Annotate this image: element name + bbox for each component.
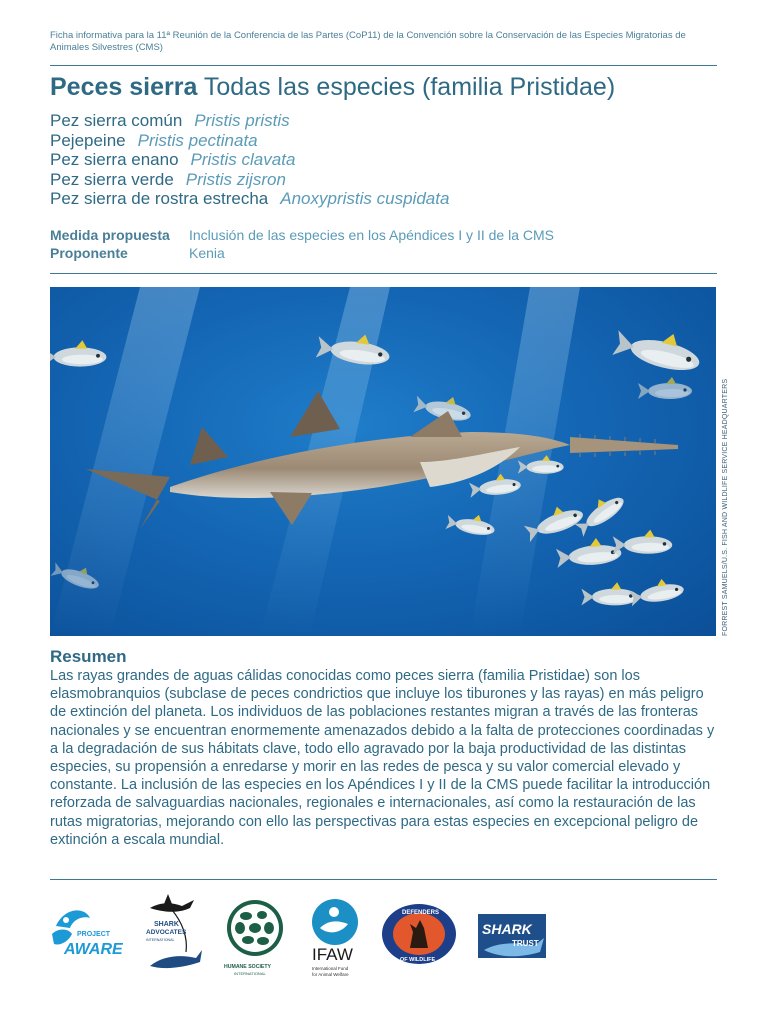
shark-trust-logo	[474, 906, 550, 966]
bottom-divider	[50, 879, 717, 880]
species-item	[50, 150, 449, 170]
humane-line1: HUMANE SOCIETY	[224, 964, 271, 970]
meta-divider	[50, 273, 717, 274]
shark-advocates-icon	[142, 892, 204, 977]
sawfish	[86, 391, 678, 529]
aware-line2: AWARE	[64, 941, 123, 958]
proposal-meta	[50, 227, 554, 262]
ifaw-name: IFAW	[312, 945, 353, 964]
proponent-label: Proponente	[50, 244, 128, 261]
species-common-name: Pez sierra de rostra estrecha	[50, 189, 269, 209]
humane-society-icon	[222, 898, 288, 978]
species-scientific-name: Pristis zijsron	[185, 169, 286, 189]
partner-logos	[50, 892, 720, 987]
ifaw-logo	[308, 898, 364, 982]
title-rest: Todas las especies (familia Pristidae)	[203, 73, 616, 101]
proponent-value: Kenia	[189, 244, 225, 261]
header-note: Ficha informativa para la 11ª Reunión de la Conferencia de las Partes (CoP11) de la Convención sobre la Conservación de las Especies Migratorias de Animales Silvestres (CMS)	[50, 30, 686, 53]
sawfish-photo	[50, 287, 716, 636]
photo-credit: FORREST SAMUELS/U.S. FISH AND WILDLIFE SERVICE HEADQUARTERS	[722, 378, 729, 636]
species-scientific-name: Pristis pristis	[194, 111, 290, 130]
advocates-line1: SHARK	[154, 921, 179, 928]
advocates-line2: ADVOCATES	[146, 929, 187, 936]
species-scientific-name: Pristis pectinata	[137, 130, 258, 150]
project-aware-logo	[50, 902, 132, 964]
defenders-top: DEFENDERS	[402, 910, 440, 916]
species-common-name: Pez sierra verde	[50, 169, 174, 189]
sawfish-illustration	[50, 287, 716, 636]
shark-trust-word2: TRUST	[512, 939, 539, 948]
shark-trust-word1: SHARK	[482, 921, 532, 937]
defenders-bottom: OF WILDLIFE	[400, 957, 436, 963]
humane-society-logo	[222, 898, 288, 978]
summary-text: Las rayas grandes de aguas cálidas conocidas como peces sierra (familia Pristidae) son los elasmobranquios (subclase de peces condrictios que incluye los tiburones y las rayas) en más peligro de extinción del planeta. Los individuos de las poblaciones restantes migran a través de las fronteras nacionales y se encuentran enormemente amenazados debido a la falta de protecciones coordinadas y a la degradación de sus hábitats clave, todo ello agravado por la baja productividad de las distintas especies, su propensión a enredarse y morir en las redes de pesca y su valor comercial elevado y constante. La inclusión de las especies en los Apéndices I y II de la CMS puede facilitar la introducción reforzada de salvaguardias nacionales, regionales e internacionales, así como la restauración de las rutas migratorias, mejorando con ello las perspectivas para estas especies en excepcional peligro de extinción a escala mundial.	[50, 668, 715, 848]
species-common-name: Pez sierra enano	[50, 150, 179, 170]
species-scientific-name: Pristis clavata	[190, 150, 296, 170]
species-item	[50, 170, 449, 190]
defenders-of-wildlife-logo	[380, 902, 458, 966]
title-bold: Peces sierra	[50, 73, 198, 101]
measure-value: Inclusión de las especies en los Apéndices I y II de la CMS	[189, 227, 554, 243]
ifaw-line1: International Fund	[312, 966, 349, 971]
species-common-name: Pez sierra común	[50, 111, 183, 130]
species-common-name: Pejepeine	[50, 130, 126, 150]
page-title	[50, 72, 615, 102]
species-list	[50, 111, 449, 209]
top-divider	[50, 65, 717, 66]
species-item	[50, 131, 449, 151]
species-item	[50, 111, 449, 131]
ifaw-line2: for Animal Welfare	[312, 972, 349, 977]
summary-heading: Resumen	[50, 647, 127, 666]
advocates-line3: INTERNATIONAL	[146, 938, 175, 942]
measure-label: Medida propuesta	[50, 227, 170, 243]
aware-line1: PROJECT	[77, 931, 111, 938]
humane-line2: INTERNATIONAL	[234, 971, 266, 976]
shark-trust-icon	[474, 906, 550, 966]
shark-advocates-logo	[142, 892, 204, 977]
defenders-icon	[380, 902, 458, 966]
species-scientific-name: Anoxypristis cuspidata	[280, 189, 450, 209]
ifaw-icon	[308, 898, 364, 982]
species-item	[50, 189, 449, 209]
project-aware-icon	[50, 902, 132, 964]
